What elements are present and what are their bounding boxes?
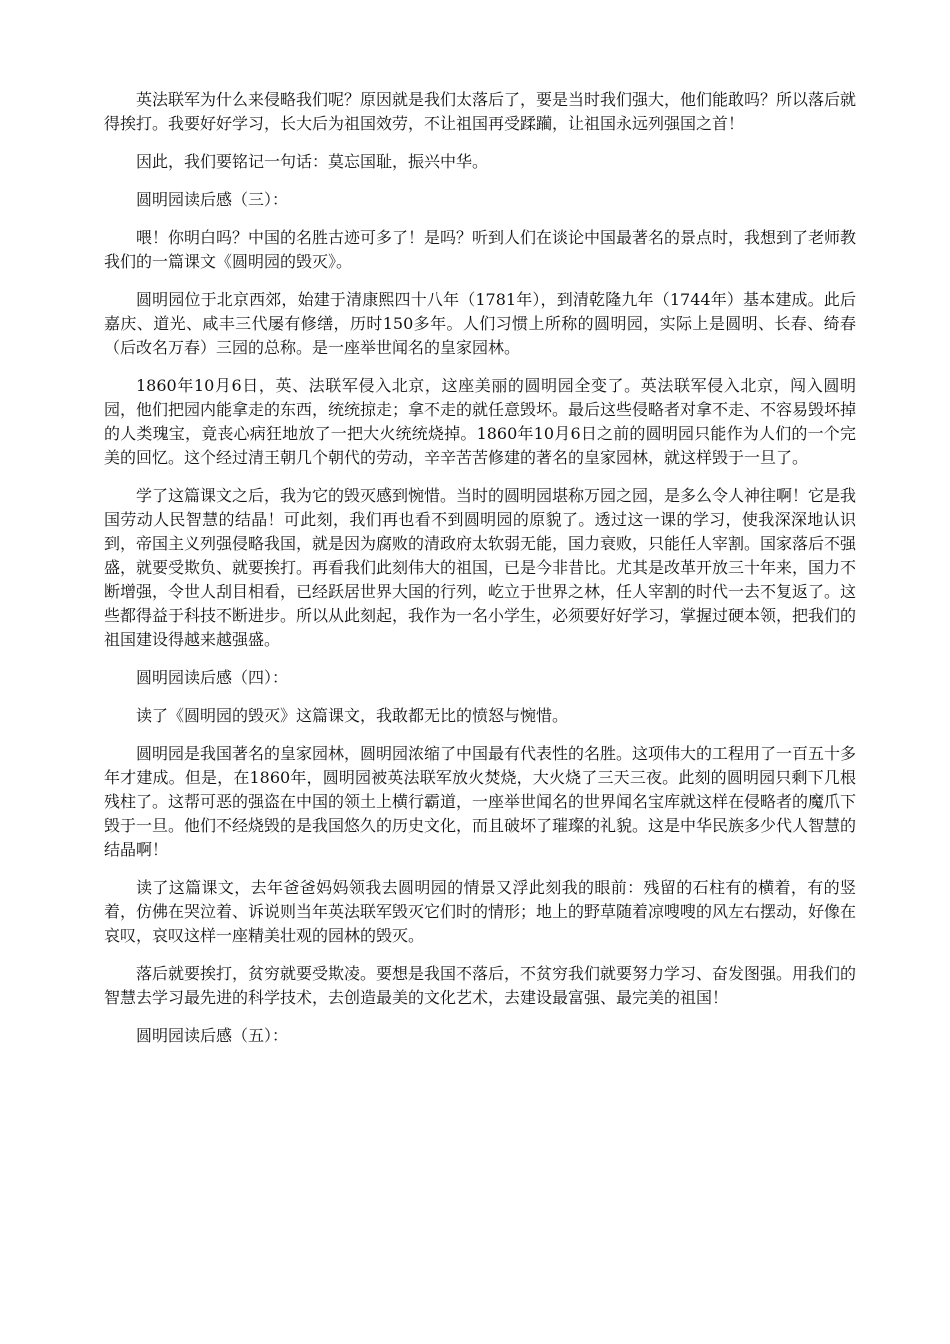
- paragraph: 英法联军为什么来侵略我们呢？原因就是我们太落后了，要是当时我们强大，他们能敢吗？所以落后就得挨打。我要好好学习，长大后为祖国效劳，不让祖国再受蹂躏，让祖国永远列强国之首！: [104, 90, 857, 133]
- section-heading: 圆明园读后感（四）：: [136, 668, 289, 687]
- document-body: [104, 88, 856, 1062]
- section-heading: 圆明园读后感（五）：: [136, 1026, 289, 1045]
- paragraph: 学了这篇课文之后，我为它的毁灭感到惋惜。当时的圆明园堪称万园之园，是多么令人神往啊！它是我国劳动人民智慧的结晶！可此刻，我们再也看不到圆明园的原貌了。透过这一课的学习，使我深深地认识到，帝国主义列强侵略我国，就是因为腐败的清政府太软弱无能，国力衰败，只能任人宰割。国家落后不强盛，就要受欺负、就要挨打。再看我们此刻伟大的祖国，已是今非昔比。尤其是改革开放三十年来，国力不断增强，令世人刮目相看，已经跃居世界大国的行列，屹立于世界之林，任人宰割的时代一去不复返了。这些都得益于科技不断进步。所以从此刻起，我作为一名小学生，必须要好好学习，掌握过硬本领，把我们的祖国建设得越来越强盛。: [104, 486, 857, 649]
- paragraph: 圆明园位于北京西郊，始建于清康熙四十八年（1781年），到清乾隆九年（1744年）基本建成。此后嘉庆、道光、咸丰三代屡有修缮，历时150多年。人们习惯上所称的圆明园，实际上是圆明、长春、绮春（后改名万春）三园的总称。是一座举世闻名的皇家园林。: [104, 290, 856, 357]
- paragraph: 读了这篇课文，去年爸爸妈妈领我去圆明园的情景又浮此刻我的眼前：残留的石柱有的横着，有的竖着，仿佛在哭泣着、诉说则当年英法联军毁灭它们时的情形；地上的野草随着凉嗖嗖的风左右摆动，好像在哀叹，哀叹这样一座精美壮观的园林的毁灭。: [104, 878, 857, 945]
- section-heading: 圆明园读后感（三）：: [136, 190, 289, 209]
- paragraph: 读了《圆明园的毁灭》这篇课文，我敢都无比的愤怒与惋惜。: [136, 706, 569, 725]
- paragraph: 喂！你明白吗？中国的名胜古迹可多了！是吗？听到人们在谈论中国最著名的景点时，我想到了老师教我们的一篇课文《圆明园的毁灭》。: [104, 228, 857, 271]
- paragraph: 1860年10月6日，英、法联军侵入北京，这座美丽的圆明园全变了。英法联军侵入北京，闯入圆明园，他们把园内能拿走的东西，统统掠走；拿不走的就任意毁坏。最后这些侵略者对拿不走、不容易毁坏掉的人类瑰宝，竟丧心病狂地放了一把大火统统烧掉。1860年10月6日之前的圆明园只能作为人们的一个完美的回忆。这个经过清王朝几个朝代的劳动，辛辛苦苦修建的著名的皇家园林，就这样毁于一旦了。: [104, 376, 857, 467]
- paragraph: 落后就要挨打，贫穷就要受欺凌。要想是我国不落后，不贫穷我们就要努力学习、奋发图强。用我们的智慧去学习最先进的科学技术，去创造最美的文化艺术，去建设最富强、最完美的祖国！: [104, 964, 857, 1007]
- paragraph: 圆明园是我国著名的皇家园林，圆明园浓缩了中国最有代表性的名胜。这项伟大的工程用了一百五十多年才建成。但是，在1860年，圆明园被英法联军放火焚烧，大火烧了三天三夜。此刻的圆明园只剩下几根残柱了。这帮可恶的强盗在中国的领土上横行霸道，一座举世闻名的世界闻名宝库就这样在侵略者的魔爪下毁于一旦。他们不经烧毁的是我国悠久的历史文化，而且破坏了璀璨的礼貌。这是中华民族多少代人智慧的结晶啊！: [104, 744, 857, 859]
- paragraph: 因此，我们要铭记一句话：莫忘国耻，振兴中华。: [136, 152, 489, 171]
